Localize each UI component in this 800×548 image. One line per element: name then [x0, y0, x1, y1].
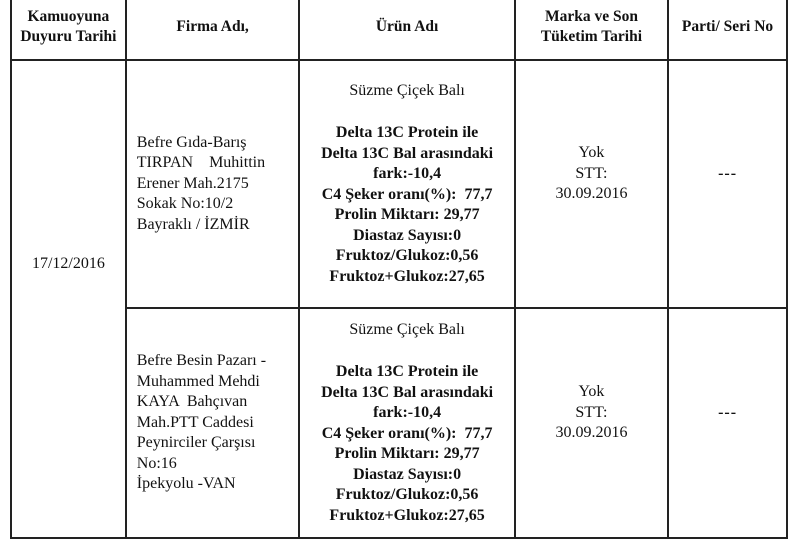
recall-table [10, 0, 788, 539]
brand-expiry-cell [515, 60, 668, 308]
expiry-date: 30.09.2016 [555, 185, 628, 203]
analysis-line: Fruktoz+Glukoz:27,65 [329, 506, 485, 524]
header-brand-expiry: Marka ve Son Tüketim Tarihi [515, 0, 668, 60]
analysis-line: Fruktoz/Glukoz:0,56 [335, 486, 479, 504]
company-line: TIRPAN Muhittin [136, 154, 266, 172]
company-cell [126, 60, 300, 308]
analysis-line: Delta 13C Bal arasındaki [321, 383, 494, 401]
table-row [11, 60, 787, 308]
analysis-line: Diastaz Sayısı:0 [353, 465, 462, 483]
brand-expiry-cell [515, 308, 668, 538]
stt-label: STT: [575, 403, 608, 421]
company-line: No:16 [136, 454, 177, 472]
company-line: Muhammed Mehdi [136, 372, 260, 390]
analysis-line: Delta 13C Bal arasındaki [321, 144, 494, 162]
expiry-date: 30.09.2016 [555, 424, 628, 442]
header-product: Ürün Adı [299, 0, 514, 60]
analysis-line: Prolin Miktarı: 29,77 [334, 206, 480, 224]
product-cell [299, 308, 514, 538]
analysis-line: Delta 13C Protein ile [335, 363, 479, 381]
product-name: Süzme Çiçek Balı [349, 320, 465, 338]
brand: Yok [578, 144, 605, 162]
company-cell [126, 308, 300, 538]
brand: Yok [578, 383, 605, 401]
analysis-line: Diastaz Sayısı:0 [353, 226, 462, 244]
analysis-line: C4 Şeker oranı(%): 77,7 [321, 424, 493, 442]
analysis-line: Fruktoz/Glukoz:0,56 [335, 247, 479, 265]
header-announcement-date: Kamuoyuna Duyuru Tarihi [11, 0, 126, 60]
header-row [11, 0, 787, 60]
header-company: Firma Adı, [126, 0, 300, 60]
analysis-line: C4 Şeker oranı(%): 77,7 [321, 185, 493, 203]
company-line: Mah.PTT Caddesi [136, 413, 254, 431]
product-name: Süzme Çiçek Balı [349, 81, 465, 99]
company-line: KAYA Bahçıvan [136, 393, 248, 411]
header-batch: Parti/ Seri No [668, 0, 787, 60]
company-line: Sokak No:10/2 [136, 195, 234, 213]
company-line: Bayraklı / İZMİR [136, 215, 250, 233]
company-line: Befre Besin Pazarı - [136, 352, 267, 370]
batch-number: --- [668, 60, 787, 308]
product-cell [299, 60, 514, 308]
analysis-line: fark:-10,4 [373, 404, 442, 422]
company-line: Erener Mah.2175 [136, 174, 249, 192]
company-line: Befre Gıda-Barış [136, 133, 247, 151]
analysis-line: Prolin Miktarı: 29,77 [334, 445, 480, 463]
company-line: İpekyolu -VAN [136, 475, 236, 493]
announcement-date: 17/12/2016 [11, 60, 126, 538]
company-line: Peynirciler Çarşısı [136, 434, 256, 452]
analysis-line: fark:-10,4 [373, 165, 442, 183]
analysis-line: Delta 13C Protein ile [335, 124, 479, 142]
batch-number: --- [668, 308, 787, 538]
analysis-line: Fruktoz+Glukoz:27,65 [329, 267, 485, 285]
stt-label: STT: [575, 164, 608, 182]
table-row [11, 308, 787, 538]
